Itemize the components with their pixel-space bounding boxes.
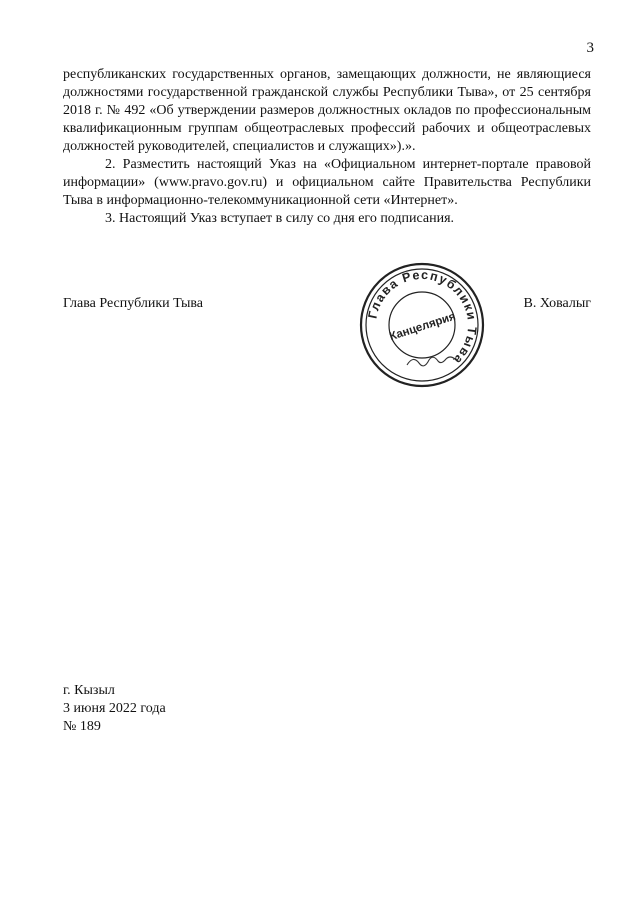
- document-body: [63, 66, 591, 228]
- issue-date: 3 июня 2022 года: [63, 701, 166, 716]
- signatory-title: Глава Республики Тыва: [63, 296, 204, 311]
- document-footer: [63, 682, 166, 736]
- signatory-name: В. Ховалыг: [523, 296, 591, 311]
- page-number: 3: [586, 40, 594, 56]
- issue-city: г. Кызыл: [63, 683, 115, 698]
- paragraph-item-2: 2. Разместить настоящий Указ на «Официальном интернет-портале правовой информации» (www.pravo.gov.ru) и официальном сайте Правительства Республики Тыва в информационно-телекоммуникационной сети «Интернет».: [63, 157, 591, 208]
- signature-scribble: [407, 357, 455, 366]
- decree-number: № 189: [63, 719, 101, 734]
- stamp-center-text: Канцелярия: [388, 310, 458, 344]
- paragraph-item-3: 3. Настоящий Указ вступает в силу со дня его подписания.: [105, 211, 455, 226]
- official-stamp: [357, 260, 487, 390]
- stamp-ring-text: Глава Республики Тыва: [365, 267, 480, 368]
- signature-block: [63, 296, 591, 316]
- stamp-seal-graphic: [357, 260, 487, 390]
- paragraph-continuation: республиканских государственных органов, замещающих должности, не являющиеся должностями государственной гражданской службы Республики Тыва», от 25 сентября 2018 г. № 492 «Об утверждении размеров должностных окладов по профессиональным квалификационным группам общеотраслевых профессий рабочих и общеотраслевых должностей руководителей, специалистов и служащих»).».: [63, 67, 591, 154]
